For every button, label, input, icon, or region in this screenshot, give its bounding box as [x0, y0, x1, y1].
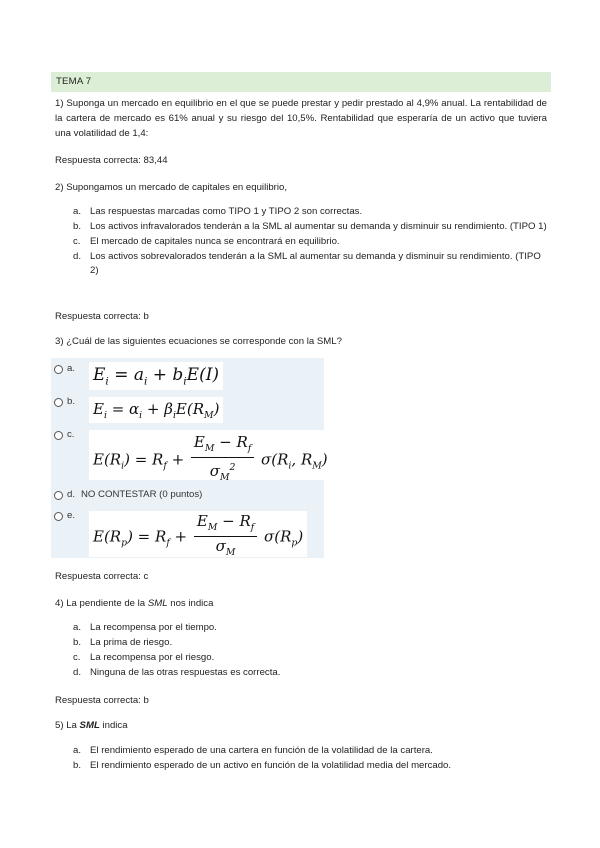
question-4-em: SML	[147, 598, 168, 609]
question-4-options	[55, 621, 547, 680]
option-item	[55, 205, 547, 220]
option-text: Los activos sobrevalorados tenderán a la SML al aumentar su demanda y disminuir su rendimiento. (TIPO 2)	[90, 250, 541, 277]
question-3-text: 3) ¿Cuál de las siguientes ecuaciones se corresponde con la SML?	[55, 336, 342, 347]
question-5-options	[55, 744, 547, 774]
option-letter: a.	[67, 363, 76, 374]
question-2-answer: Respuesta correcta: b	[55, 311, 149, 322]
question-4-prefix: 4) La pendiente de la	[55, 598, 148, 609]
option-text: El rendimiento esperado de una cartera en función de la volatilidad de la cartera.	[90, 745, 433, 756]
equation-image: $E_i = \alpha_i + \beta_iE(R_M)$	[89, 397, 223, 423]
question-4-suffix: nos indica	[167, 598, 214, 609]
option-text: Ninguna de las otras respuestas es correcta.	[90, 666, 281, 678]
question-3-answer: Respuesta correcta: c	[55, 571, 149, 582]
option-letter: a.	[73, 745, 82, 756]
equation-options-panel	[51, 358, 328, 558]
no-contestar-label: NO CONTESTAR (0 puntos)	[81, 489, 203, 500]
option-letter: a.	[73, 622, 82, 633]
question-1-text: 1) Suponga un mercado en equilibrio en el que se puede prestar y pedir prestado al 4,9% anual. La rentabilidad de la cartera de mercado es 61% anual y su riesgo del 10,5%. Rentabilidad que esperaría de un activo que tuviera una volatilidad de 1,4:	[55, 98, 547, 139]
option-item	[55, 621, 547, 636]
option-letter: b.	[67, 396, 76, 407]
option-item	[55, 666, 547, 681]
question-1-answer: Respuesta correcta: 83,44	[55, 155, 168, 166]
question-2-options	[55, 205, 547, 279]
radio-button[interactable]	[54, 398, 63, 407]
section-header: TEMA 7	[51, 72, 551, 92]
equation-image: $E(R_p) = R_f$ + $\frac{E_M - R_f}{\sigma_M}$ $\sigma(R_p)$	[89, 511, 307, 557]
option-text: La recompensa por el tiempo.	[90, 622, 217, 633]
equation-image: $E(R_i) = R_f$ + $\frac{E_M - R_f}{\sigma_M^2}$ $\sigma(R_i$, $R_M$)	[89, 430, 332, 480]
option-item	[55, 636, 547, 651]
option-letter: c.	[73, 651, 81, 663]
option-text: El rendimiento esperado de un activo en función de la volatilidad media del mercado.	[90, 759, 452, 771]
option-text: Los activos infravalorados tenderán a la SML al aumentar su demanda y disminuir su rendimiento. (TIPO 1)	[90, 220, 547, 232]
option-item	[55, 250, 547, 280]
question-4-text	[55, 597, 547, 612]
option-text: La prima de riesgo.	[90, 636, 173, 648]
question-5-text	[55, 719, 547, 734]
option-letter: d.	[67, 489, 76, 500]
option-item	[55, 220, 547, 235]
option-text: Las respuestas marcadas como TIPO 1 y TIPO 2 son correctas.	[90, 206, 363, 217]
question-5-prefix: 5) La	[55, 720, 80, 731]
question-4-answer: Respuesta correcta: b	[55, 695, 149, 706]
radio-button[interactable]	[54, 512, 63, 521]
option-text: El mercado de capitales nunca se encontrará en equilibrio.	[90, 235, 340, 247]
option-item	[55, 759, 547, 774]
option-letter: b.	[73, 220, 82, 232]
question-2-text: 2) Supongamos un mercado de capitales en equilibrio,	[55, 182, 287, 193]
question-5-em: SML	[79, 720, 100, 731]
radio-button[interactable]	[54, 365, 63, 374]
option-letter: d.	[73, 666, 82, 678]
option-item	[55, 235, 547, 250]
question-5-suffix: indica	[99, 720, 128, 731]
radio-button[interactable]	[54, 431, 63, 440]
option-item	[55, 744, 547, 759]
option-letter: a.	[73, 206, 82, 217]
option-letter: c.	[67, 429, 75, 440]
option-letter: b.	[73, 636, 82, 648]
radio-button[interactable]	[54, 491, 63, 500]
option-letter: d.	[73, 250, 82, 262]
option-letter: b.	[73, 759, 82, 771]
option-text: La recompensa por el riesgo.	[90, 651, 215, 663]
equation-image: $E_i = a_i + b_iE(I)$	[89, 362, 223, 390]
option-letter: e.	[67, 510, 76, 521]
option-letter: c.	[73, 235, 81, 247]
option-item	[55, 651, 547, 666]
